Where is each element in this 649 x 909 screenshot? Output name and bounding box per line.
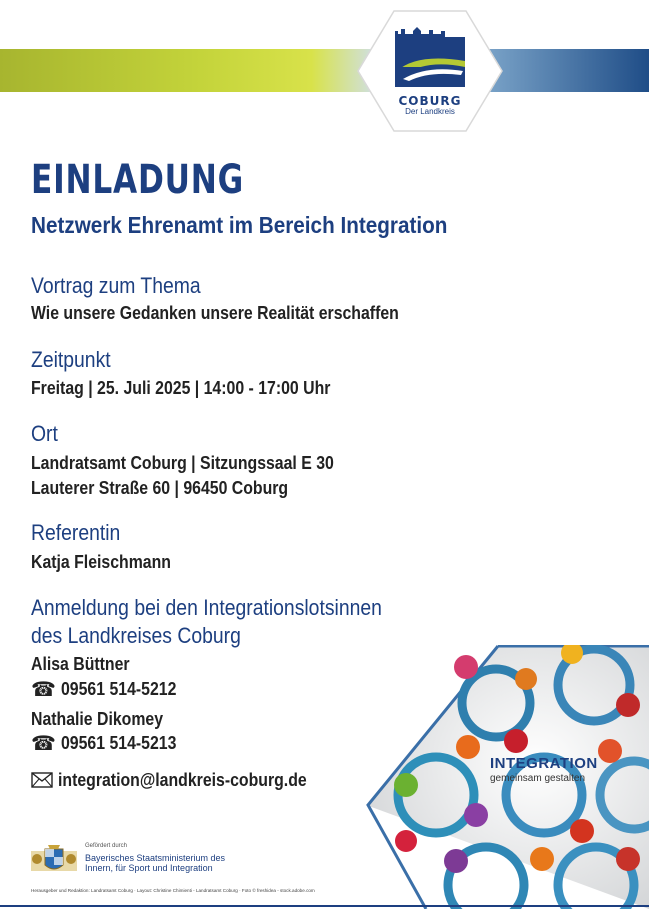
registration-heading-2: des Landkreises Coburg (31, 623, 241, 648)
ministry-name (85, 853, 225, 873)
place-line-1: Landratsamt Coburg | Sitzungssaal E 30 (31, 453, 334, 473)
registration-heading-1: Anmeldung bei den Integrationslotsinnen (31, 595, 382, 620)
bavaria-coat-of-arms-icon (31, 843, 77, 873)
funder-block (31, 843, 251, 877)
speaker-name: Katja Fleischmann (31, 552, 171, 572)
contact-2-phone[interactable]: 09561 514-5213 (61, 733, 177, 753)
phone-icon: ☎ (31, 733, 56, 755)
integration-badge-title: INTEGRATION (490, 755, 598, 772)
envelope-icon (31, 772, 53, 788)
logo-caption (380, 95, 480, 116)
imprint-text: Herausgeber und Redaktion: Landratsamt Coburg · Layout: Christine Chimienti - Landratsamt Coburg · Foto © freshidea - stock.adobe.com (31, 888, 315, 893)
page-title: EINLADUNG (31, 157, 245, 203)
ministry-line-2: Innern, für Sport und Integration (85, 863, 213, 873)
topic-text: Wie unsere Gedanken unsere Realität erschaffen (31, 303, 399, 323)
contact-1-phone-row (31, 677, 192, 702)
page-subtitle: Netzwerk Ehrenamt im Bereich Integration (31, 212, 448, 238)
integration-badge-subtitle: gemeinsam gestalten (490, 773, 586, 784)
logo-tagline: Der Landkreis (405, 107, 455, 116)
header-color-band (0, 49, 649, 92)
place-line-2: Lauterer Straße 60 | 96450 Coburg (31, 478, 289, 498)
speaker-heading: Referentin (31, 520, 121, 545)
logo-name: COBURG (398, 94, 462, 108)
contact-2-name: Nathalie Dikomey (31, 709, 164, 729)
email-link[interactable]: integration@landkreis-coburg.de (58, 770, 307, 790)
place-heading: Ort (31, 421, 58, 446)
topic-heading: Vortrag zum Thema (31, 273, 201, 298)
funded-by-label: Gefördert durch (85, 843, 128, 849)
contact-1-phone[interactable]: 09561 514-5212 (61, 679, 177, 699)
contact-2-phone-row (31, 731, 192, 756)
bottom-rule (0, 905, 649, 907)
ministry-line-1: Bayerisches Staatsministerium des (85, 853, 226, 863)
time-text: Freitag | 25. Juli 2025 | 14:00 - 17:00 Uhr (31, 378, 331, 398)
contact-1-name: Alisa Büttner (31, 654, 130, 674)
time-heading: Zeitpunkt (31, 347, 111, 372)
phone-icon: ☎ (31, 679, 56, 701)
